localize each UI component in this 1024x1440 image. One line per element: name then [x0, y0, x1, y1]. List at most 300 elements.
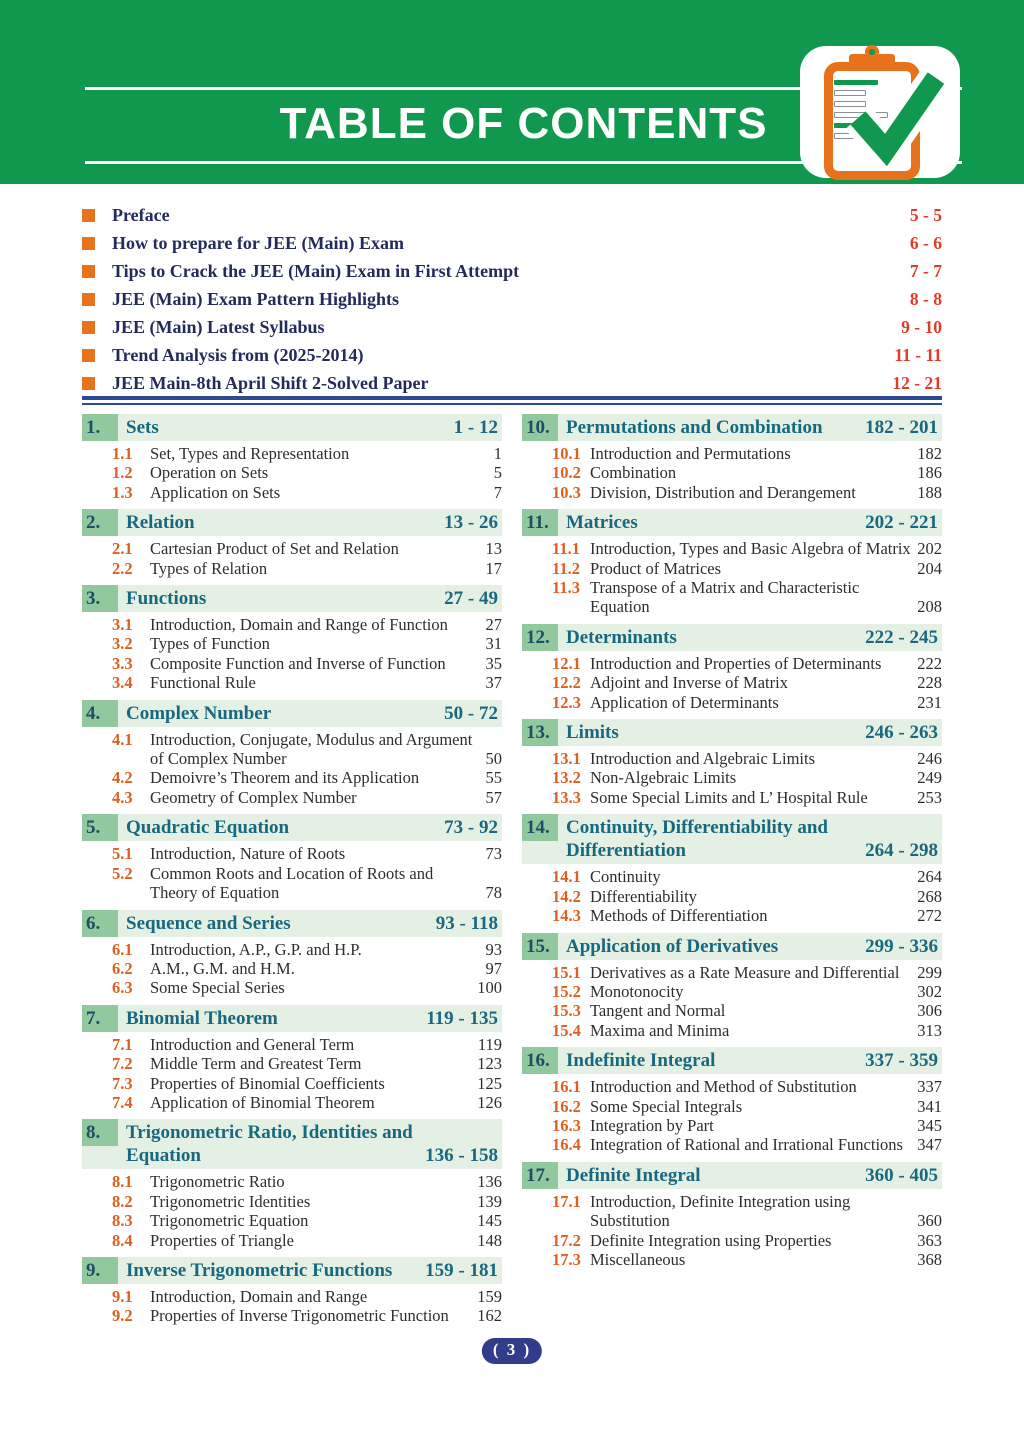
- front-matter-item: [82, 233, 942, 254]
- section-item: [552, 788, 942, 807]
- section-number: 14.3: [552, 906, 581, 926]
- section-item: [552, 887, 942, 906]
- section-number: 15.4: [552, 1020, 581, 1040]
- section-number: 14.1: [552, 867, 581, 887]
- section-item: [552, 673, 942, 692]
- chapter-heading: [82, 910, 502, 937]
- section-page: 31: [485, 634, 502, 654]
- chapter-heading: [522, 933, 942, 960]
- section-page: 50: [485, 749, 502, 769]
- chapter-heading: [522, 1162, 942, 1189]
- section-number: 8.4: [112, 1230, 133, 1250]
- section-item: [112, 1287, 502, 1306]
- toc-column-left: [82, 414, 502, 1333]
- front-matter-item: [82, 289, 942, 310]
- section-number: 7.2: [112, 1054, 133, 1074]
- section-page: 363: [917, 1230, 942, 1250]
- chapter-title: Quadratic Equation: [126, 817, 290, 839]
- clipboard-check-icon: [800, 46, 960, 178]
- section-item: [112, 864, 502, 903]
- chapter-block: [522, 1047, 942, 1155]
- section-page: 222: [917, 653, 942, 673]
- square-bullet-icon: [82, 265, 95, 278]
- section-item: [112, 978, 502, 997]
- section-number: 13.2: [552, 768, 581, 788]
- section-number: 12.1: [552, 653, 581, 673]
- section-item: [112, 1172, 502, 1191]
- chapter-title: Relation: [126, 512, 195, 534]
- section-page: 126: [477, 1092, 502, 1112]
- front-matter-item: [82, 373, 942, 394]
- chapter-heading: [82, 509, 502, 536]
- section-title: Introduction, Domain and Range of Function: [150, 615, 448, 635]
- square-bullet-icon: [82, 209, 95, 222]
- chapter-number: 7.: [82, 1005, 118, 1032]
- section-number: 11.3: [552, 578, 580, 598]
- section-page: 188: [917, 482, 942, 502]
- section-number: 6.2: [112, 958, 133, 978]
- section-number: 7.3: [112, 1073, 133, 1093]
- section-item: [552, 578, 942, 617]
- section-title: Division, Distribution and Derangement: [590, 482, 856, 502]
- square-bullet-icon: [82, 237, 95, 250]
- section-item: [552, 1097, 942, 1116]
- section-number: 1.1: [112, 444, 133, 463]
- section-item: [112, 634, 502, 653]
- chapter-page-range: 264 - 298: [865, 840, 938, 862]
- section-item: [552, 1231, 942, 1250]
- chapter-number: 12.: [522, 624, 558, 651]
- section-title: Common Roots and Location of Roots and Theory of Equation: [150, 863, 434, 903]
- section-page: 162: [477, 1306, 502, 1326]
- section-page: 253: [917, 787, 942, 807]
- chapter-number: 17.: [522, 1162, 558, 1189]
- section-page: 55: [485, 768, 502, 788]
- section-item: [112, 768, 502, 787]
- section-title: Introduction, Nature of Roots: [150, 844, 346, 864]
- chapter-block: [522, 509, 942, 617]
- section-page: 97: [485, 958, 502, 978]
- section-title: Introduction, A.P., G.P. and H.P.: [150, 939, 362, 959]
- front-matter-pages: 7 - 7: [909, 261, 942, 281]
- section-title: Adjoint and Inverse of Matrix: [590, 673, 788, 693]
- section-item: [112, 673, 502, 692]
- section-title: Product of Matrices: [590, 558, 722, 578]
- front-matter-label: How to prepare for JEE (Main) Exam: [112, 233, 404, 253]
- section-title: Some Special Integrals: [590, 1096, 743, 1116]
- chapter-heading: [522, 814, 942, 864]
- section-number: 8.1: [112, 1172, 133, 1192]
- section-page: 347: [917, 1135, 942, 1155]
- chapter-heading: [82, 585, 502, 612]
- section-item: [552, 463, 942, 482]
- section-list: [522, 746, 942, 807]
- front-matter-label: Tips to Crack the JEE (Main) Exam in First Attempt: [112, 261, 520, 281]
- section-page: 159: [477, 1286, 502, 1306]
- chapter-page-range: 1 - 12: [453, 417, 498, 438]
- section-number: 3.1: [112, 615, 133, 635]
- section-title: Types of Function: [150, 634, 270, 654]
- section-title: Properties of Inverse Trigonometric Function: [150, 1306, 449, 1326]
- chapter-page-range: 182 - 201: [865, 417, 938, 438]
- section-title: Functional Rule: [150, 673, 256, 693]
- section-page: 78: [485, 883, 502, 903]
- section-page: 204: [917, 558, 942, 578]
- chapter-title: Limits: [566, 722, 619, 744]
- section-item: [112, 730, 502, 769]
- section-number: 3.4: [112, 673, 133, 693]
- section-title: Monotonocity: [590, 981, 684, 1001]
- section-number: 13.3: [552, 787, 581, 807]
- front-matter-pages: 6 - 6: [909, 233, 942, 253]
- section-list: [82, 937, 502, 998]
- chapter-block: [522, 624, 942, 712]
- section-title: Some Special Limits and L’ Hospital Rule: [590, 787, 868, 807]
- chapter-number: 9.: [82, 1257, 118, 1284]
- section-title: Introduction and Permutations: [590, 444, 791, 463]
- chapter-title: Continuity, Differentiability and Differentiation: [566, 817, 828, 862]
- section-item: [552, 444, 942, 463]
- section-item: [552, 1250, 942, 1269]
- front-matter-item: [82, 205, 942, 226]
- section-list: [522, 441, 942, 502]
- chapter-number: 14.: [522, 814, 558, 841]
- chapter-heading: [82, 814, 502, 841]
- front-matter-list: [82, 205, 942, 394]
- section-number: 1.2: [112, 463, 133, 483]
- chapter-block: [82, 414, 502, 502]
- page-title: TABLE OF CONTENTS: [279, 99, 768, 148]
- section-title: Types of Relation: [150, 558, 268, 578]
- chapter-number: 11.: [522, 509, 558, 536]
- chapter-heading: [522, 509, 942, 536]
- section-number: 10.3: [552, 482, 581, 502]
- section-number: 16.1: [552, 1077, 581, 1097]
- section-number: 8.3: [112, 1211, 133, 1231]
- section-number: 16.2: [552, 1096, 581, 1116]
- section-page: 13: [485, 539, 502, 559]
- chapter-number: 1.: [82, 414, 118, 441]
- section-list: [522, 864, 942, 925]
- front-matter-label: JEE Main-8th April Shift 2-Solved Paper: [112, 373, 429, 393]
- section-number: 17.2: [552, 1230, 581, 1250]
- section-item: [552, 693, 942, 712]
- chapter-block: [82, 1119, 502, 1250]
- chapter-block: [82, 1005, 502, 1113]
- toc-column-right: [522, 414, 942, 1333]
- section-item: [112, 959, 502, 978]
- section-page: 313: [917, 1020, 942, 1040]
- section-title: Continuity: [590, 867, 661, 887]
- section-title: Some Special Series: [150, 978, 285, 998]
- section-item: [112, 1306, 502, 1325]
- chapter-number: 6.: [82, 910, 118, 937]
- section-number: 9.1: [112, 1286, 133, 1306]
- section-item: [552, 1001, 942, 1020]
- section-item: [552, 867, 942, 886]
- section-item: [552, 539, 942, 558]
- section-number: 5.1: [112, 844, 133, 864]
- chapter-heading: [522, 624, 942, 651]
- section-title: Application of Determinants: [590, 692, 779, 712]
- section-item: [552, 749, 942, 768]
- chapter-title: Binomial Theorem: [126, 1007, 278, 1029]
- section-title: Combination: [590, 463, 677, 483]
- section-number: 12.3: [552, 692, 581, 712]
- section-page: 268: [917, 886, 942, 906]
- chapter-heading: [522, 719, 942, 746]
- chapter-block: [522, 414, 942, 502]
- section-page: 341: [917, 1096, 942, 1116]
- section-item: [552, 559, 942, 578]
- section-number: 17.3: [552, 1249, 581, 1269]
- section-item: [112, 615, 502, 634]
- section-number: 7.4: [112, 1092, 133, 1112]
- section-title: Middle Term and Greatest Term: [150, 1054, 362, 1074]
- section-page: 37: [485, 673, 502, 693]
- section-number: 17.1: [552, 1191, 581, 1211]
- section-item: [112, 1054, 502, 1073]
- section-title: Transpose of a Matrix and Characteristic Equation: [590, 578, 860, 617]
- section-number: 4.1: [112, 729, 133, 749]
- section-number: 4.2: [112, 768, 133, 788]
- section-number: 8.2: [112, 1191, 133, 1211]
- section-item: [112, 940, 502, 959]
- section-list: [522, 651, 942, 712]
- section-item: [112, 1211, 502, 1230]
- section-number: 14.2: [552, 886, 581, 906]
- section-page: 228: [917, 673, 942, 693]
- section-list: [82, 841, 502, 902]
- section-number: 2.1: [112, 539, 133, 559]
- divider-double-rule: [82, 396, 942, 405]
- chapter-title: Functions: [126, 588, 207, 610]
- chapter-heading: [82, 1257, 502, 1284]
- section-title: Miscellaneous: [590, 1249, 686, 1269]
- section-title: Introduction and General Term: [150, 1034, 355, 1054]
- section-number: 15.2: [552, 981, 581, 1001]
- section-page: 57: [485, 787, 502, 807]
- section-title: Introduction and Algebraic Limits: [590, 749, 815, 769]
- chapter-page-range: 222 - 245: [865, 626, 938, 648]
- chapter-number: 2.: [82, 509, 118, 536]
- chapter-page-range: 136 - 158: [425, 1145, 498, 1167]
- section-page: 368: [917, 1249, 942, 1269]
- chapter-page-range: 73 - 92: [444, 817, 498, 839]
- chapter-title: Sequence and Series: [126, 912, 291, 934]
- section-page: 5: [493, 463, 502, 483]
- chapter-title: Permutations and Combination: [566, 417, 823, 438]
- chapter-title: Determinants: [566, 626, 677, 648]
- chapter-heading: [82, 414, 502, 441]
- section-title: Methods of Differentiation: [590, 906, 768, 926]
- section-title: Cartesian Product of Set and Relation: [150, 539, 399, 559]
- section-item: [112, 1035, 502, 1054]
- section-list: [522, 960, 942, 1041]
- chapter-page-range: 119 - 135: [426, 1007, 498, 1029]
- section-number: 16.4: [552, 1135, 581, 1155]
- section-page: 186: [917, 463, 942, 483]
- page-number-badge: ( 3 ): [482, 1338, 542, 1364]
- chapter-heading: [522, 1047, 942, 1074]
- section-page: 182: [917, 444, 942, 463]
- section-page: 337: [917, 1077, 942, 1097]
- front-matter-item: [82, 317, 942, 338]
- section-number: 6.1: [112, 939, 133, 959]
- section-page: 139: [477, 1191, 502, 1211]
- chapter-block: [82, 585, 502, 693]
- section-page: 17: [485, 558, 502, 578]
- section-page: 27: [485, 615, 502, 635]
- section-item: [112, 1074, 502, 1093]
- section-item: [552, 1077, 942, 1096]
- chapter-page-range: 360 - 405: [865, 1164, 938, 1186]
- section-list: [82, 536, 502, 578]
- section-title: Application on Sets: [150, 482, 281, 502]
- chapter-number: 4.: [82, 700, 118, 727]
- chapter-block: [82, 1257, 502, 1326]
- chapter-block: [522, 1162, 942, 1270]
- section-item: [552, 1135, 942, 1154]
- chapter-number: 10.: [522, 414, 558, 441]
- section-number: 11.2: [552, 558, 580, 578]
- section-item: [112, 463, 502, 482]
- square-bullet-icon: [82, 377, 95, 390]
- chapter-number: 15.: [522, 933, 558, 960]
- section-list: [82, 1169, 502, 1250]
- front-matter-item: [82, 345, 942, 366]
- section-title: Demoivre’s Theorem and its Application: [150, 768, 420, 788]
- section-item: [112, 559, 502, 578]
- section-item: [552, 906, 942, 925]
- section-list: [82, 612, 502, 693]
- square-bullet-icon: [82, 349, 95, 362]
- chapter-number: 16.: [522, 1047, 558, 1074]
- section-item: [552, 483, 942, 502]
- chapter-title: Matrices: [566, 512, 638, 534]
- front-matter-pages: 11 - 11: [894, 345, 942, 365]
- chapter-columns: [82, 414, 942, 1333]
- section-item: [112, 788, 502, 807]
- chapter-page-range: 246 - 263: [865, 722, 938, 744]
- section-page: 231: [917, 692, 942, 712]
- section-item: [552, 768, 942, 787]
- section-page: 360: [917, 1211, 942, 1231]
- section-title: Properties of Triangle: [150, 1230, 294, 1250]
- square-bullet-icon: [82, 321, 95, 334]
- section-title: Maxima and Minima: [590, 1020, 730, 1040]
- section-title: Introduction, Domain and Range: [150, 1286, 368, 1306]
- section-item: [112, 1192, 502, 1211]
- section-item: [552, 1116, 942, 1135]
- section-number: 11.1: [552, 539, 580, 559]
- chapter-number: 8.: [82, 1119, 118, 1146]
- section-item: [112, 539, 502, 558]
- section-page: 264: [917, 867, 942, 887]
- section-title: Properties of Binomial Coefficients: [150, 1073, 385, 1093]
- chapter-block: [522, 814, 942, 925]
- chapter-block: [82, 910, 502, 998]
- section-title: Derivatives as a Rate Measure and Differential: [590, 962, 900, 982]
- section-page: 246: [917, 749, 942, 769]
- section-page: 123: [477, 1054, 502, 1074]
- section-list: [522, 1189, 942, 1270]
- checkmark-icon: [842, 64, 948, 166]
- chapter-heading: [82, 1005, 502, 1032]
- chapter-block: [522, 719, 942, 807]
- section-number: 6.3: [112, 978, 133, 998]
- section-number: 4.3: [112, 787, 133, 807]
- section-number: 10.1: [552, 444, 581, 463]
- front-matter-pages: 9 - 10: [901, 317, 942, 337]
- chapter-block: [82, 814, 502, 902]
- section-item: [112, 1231, 502, 1250]
- section-list: [82, 727, 502, 808]
- chapter-page-range: 337 - 359: [865, 1050, 938, 1072]
- section-title: Trigonometric Identities: [150, 1191, 311, 1211]
- chapter-block: [522, 933, 942, 1041]
- section-page: 302: [917, 981, 942, 1001]
- clipboard-knob: [865, 45, 879, 59]
- chapter-title: Application of Derivatives: [566, 935, 779, 957]
- front-matter-label: JEE (Main) Latest Syllabus: [112, 317, 325, 337]
- section-list: [82, 441, 502, 502]
- chapter-title: Definite Integral: [566, 1164, 701, 1186]
- section-list: [522, 1074, 942, 1155]
- front-matter-pages: 5 - 5: [909, 205, 942, 225]
- section-title: Application of Binomial Theorem: [150, 1092, 375, 1112]
- section-item: [552, 1021, 942, 1040]
- section-page: 93: [485, 939, 502, 959]
- section-number: 13.1: [552, 749, 581, 769]
- front-matter-item: [82, 261, 942, 282]
- section-title: Introduction, Definite Integration using Substitution: [590, 1191, 851, 1231]
- chapter-page-range: 299 - 336: [865, 935, 938, 957]
- chapter-page-range: 27 - 49: [444, 588, 498, 610]
- chapter-page-range: 93 - 118: [435, 912, 498, 934]
- front-matter-label: Preface: [112, 205, 170, 225]
- section-title: Introduction and Method of Substitution: [590, 1077, 857, 1097]
- chapter-heading: [82, 1119, 502, 1169]
- section-number: 1.3: [112, 482, 133, 502]
- front-matter-pages: 8 - 8: [909, 289, 942, 309]
- section-number: 12.2: [552, 673, 581, 693]
- section-page: 145: [477, 1211, 502, 1231]
- section-title: Differentiability: [590, 886, 697, 906]
- section-page: 299: [917, 962, 942, 982]
- header-banner: [0, 0, 1024, 184]
- section-title: Geometry of Complex Number: [150, 787, 357, 807]
- chapter-title: Sets: [126, 417, 159, 438]
- section-page: 136: [477, 1172, 502, 1192]
- section-title: Trigonometric Equation: [150, 1211, 309, 1231]
- section-item: [112, 444, 502, 463]
- section-number: 2.2: [112, 558, 133, 578]
- chapter-page-range: 202 - 221: [865, 512, 938, 534]
- chapter-block: [82, 509, 502, 578]
- section-page: 73: [485, 844, 502, 864]
- chapter-number: 13.: [522, 719, 558, 746]
- section-item: [112, 1093, 502, 1112]
- section-number: 9.2: [112, 1306, 133, 1326]
- section-list: [82, 1032, 502, 1113]
- chapter-number: 5.: [82, 814, 118, 841]
- section-title: Composite Function and Inverse of Function: [150, 653, 446, 673]
- section-number: 15.3: [552, 1001, 581, 1021]
- section-title: Introduction, Conjugate, Modulus and Argument of Complex Number: [150, 729, 473, 769]
- section-title: A.M., G.M. and H.M.: [150, 958, 295, 978]
- front-matter: [82, 205, 942, 405]
